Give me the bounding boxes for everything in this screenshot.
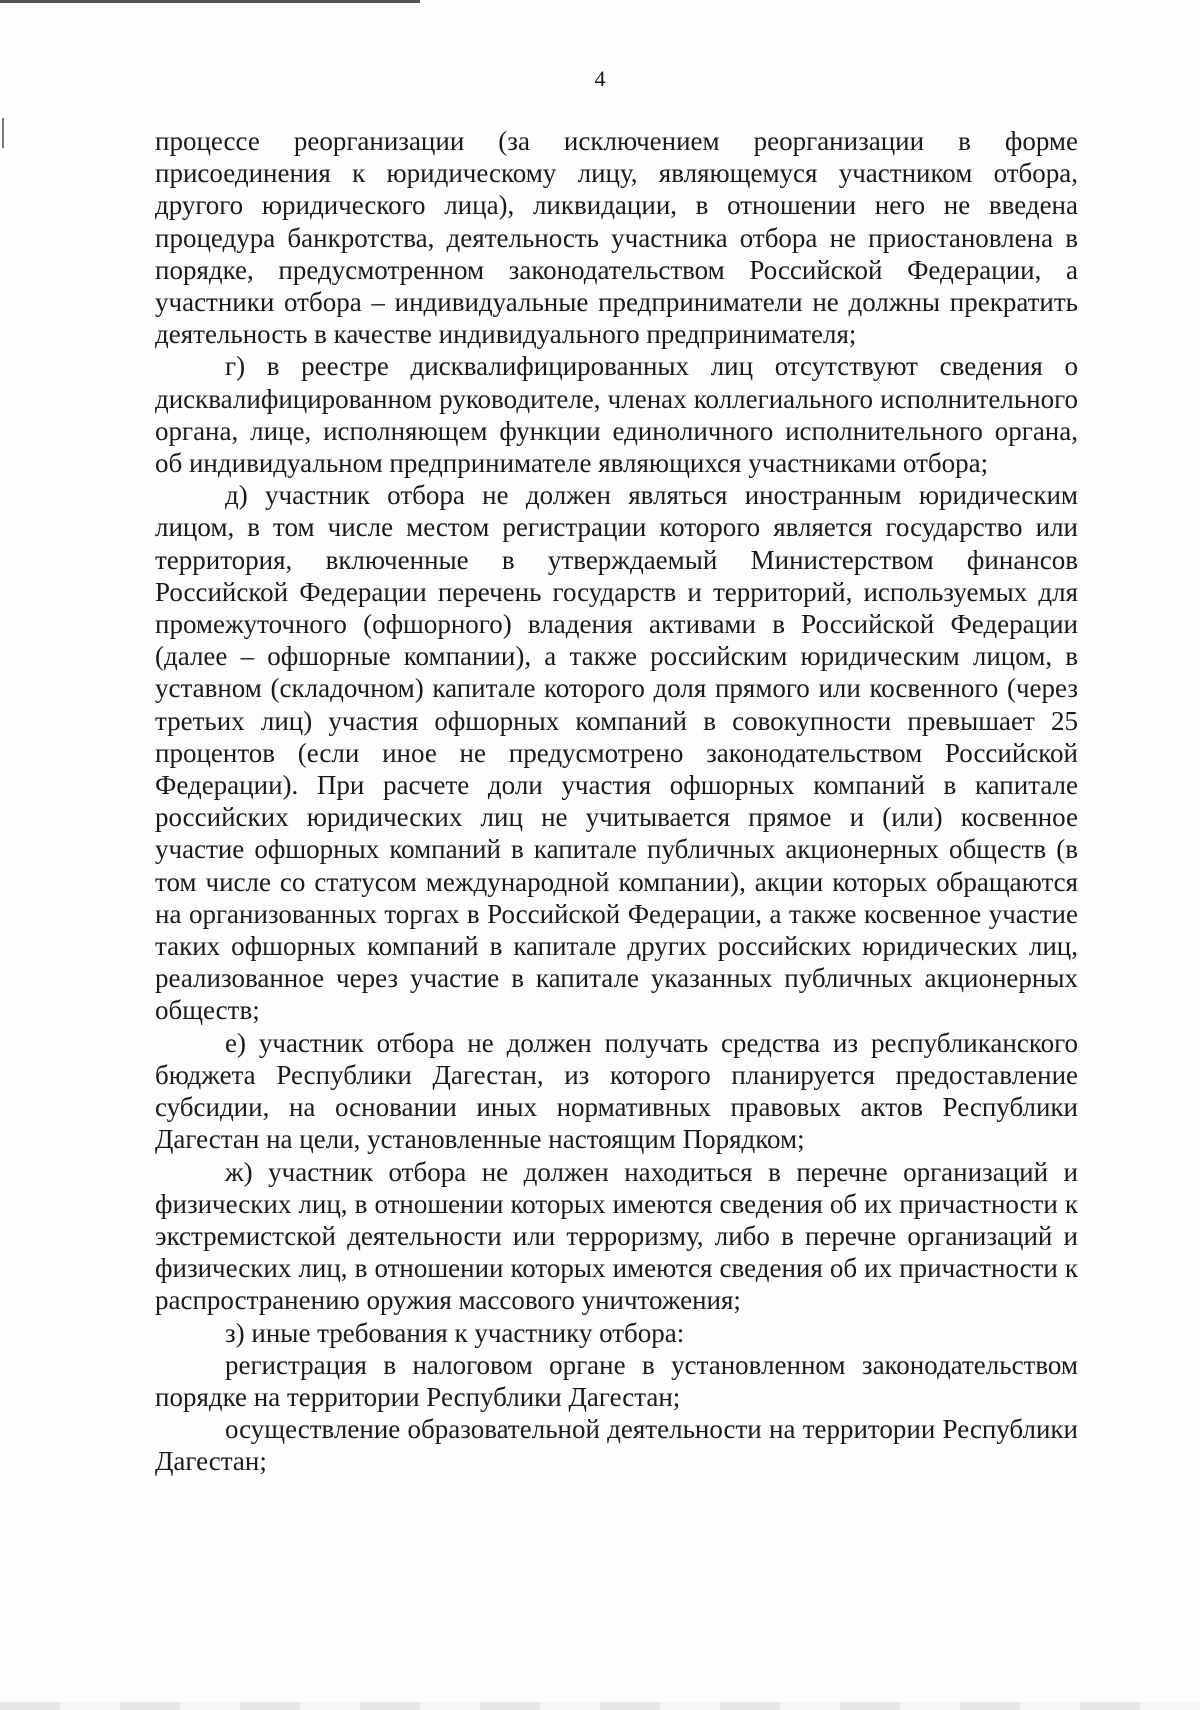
- paragraph-requirement-registration: регистрация в налоговом органе в установленном законодательством порядке на территории Республики Дагестан;: [155, 1349, 1078, 1412]
- paragraph-item-z: з) иные требования к участнику отбора:: [225, 1317, 685, 1348]
- paragraph-item-e: е) участник отбора не должен получать средства из республиканского бюджета Республики Дагестан, из которого планируется предоставление субсидии, на основании иных нормативных правовых актов Республики Дагестан на цели, установленные настоящим Порядком;: [155, 1027, 1078, 1155]
- paragraph-requirement-education: осуществление образовательной деятельности на территории Республики Дагестан;: [155, 1414, 1078, 1477]
- page-number: 4: [594, 66, 606, 91]
- paragraph-item-g: г) в реестре дисквалифицированных лиц отсутствуют сведения о дисквалифицированном руководителе, членах коллегиального исполнительного органа, лице, исполняющем функции единоличного исполнительного органа, об индивидуальном предпринимателе являющихся участниками отбора;: [155, 351, 1078, 479]
- paragraph-continuation: процессе реорганизации (за исключением реорганизации в форме присоединения к юридическому лицу, являющемуся участником отбора, другого юридического лица), ликвидации, в отношении него не введена процедура банкротства, деятельность участника отбора не приостановлена в порядке, предусмотренном законодательством Российской Федерации, а участники отбора – индивидуальные предприниматели не должны прекратить деятельность в качестве индивидуального предпринимателя;: [155, 126, 1078, 350]
- document-body: [155, 125, 1078, 1478]
- paragraph-item-zh: ж) участник отбора не должен находиться в перечне организаций и физических лиц, в отношении которых имеются сведения об их причастности к экстремистской деятельности или терроризму, либо в перечне организаций и физических лиц, в отношении которых имеются сведения об их причастности к распространению оружия массового уничтожения;: [155, 1156, 1078, 1316]
- scan-edge-mark: [2, 118, 4, 148]
- scan-edge-bottom: [0, 1702, 1200, 1710]
- paragraph-item-d: д) участник отбора не должен являться иностранным юридическим лицом, в том числе местом регистрации которого является государство или территория, включенные в утверждаемый Министерством финансов Российской Федерации перечень государств и территорий, используемых для промежуточного (офшорного) владения активами в Российской Федерации (далее – офшорные компании), а также российским юридическим лицом, в уставном (складочном) капитале которого доля прямого или косвенного (через третьих лиц) участия офшорных компаний в совокупности превышает 25 процентов (если иное не предусмотрено законодательством Российской Федерации). При расчете доли участия офшорных компаний в капитале российских юридических лиц не учитывается прямое и (или) косвенное участие офшорных компаний в капитале публичных акционерных обществ (в том числе со статусом международной компании), акции которых обращаются на организованных торгах в Российской Федерации, а также косвенное участие таких офшорных компаний в капитале других российских юридических лиц, реализованное через участие в капитале указанных публичных акционерных обществ;: [155, 480, 1078, 1026]
- scan-edge-top: [0, 0, 420, 3]
